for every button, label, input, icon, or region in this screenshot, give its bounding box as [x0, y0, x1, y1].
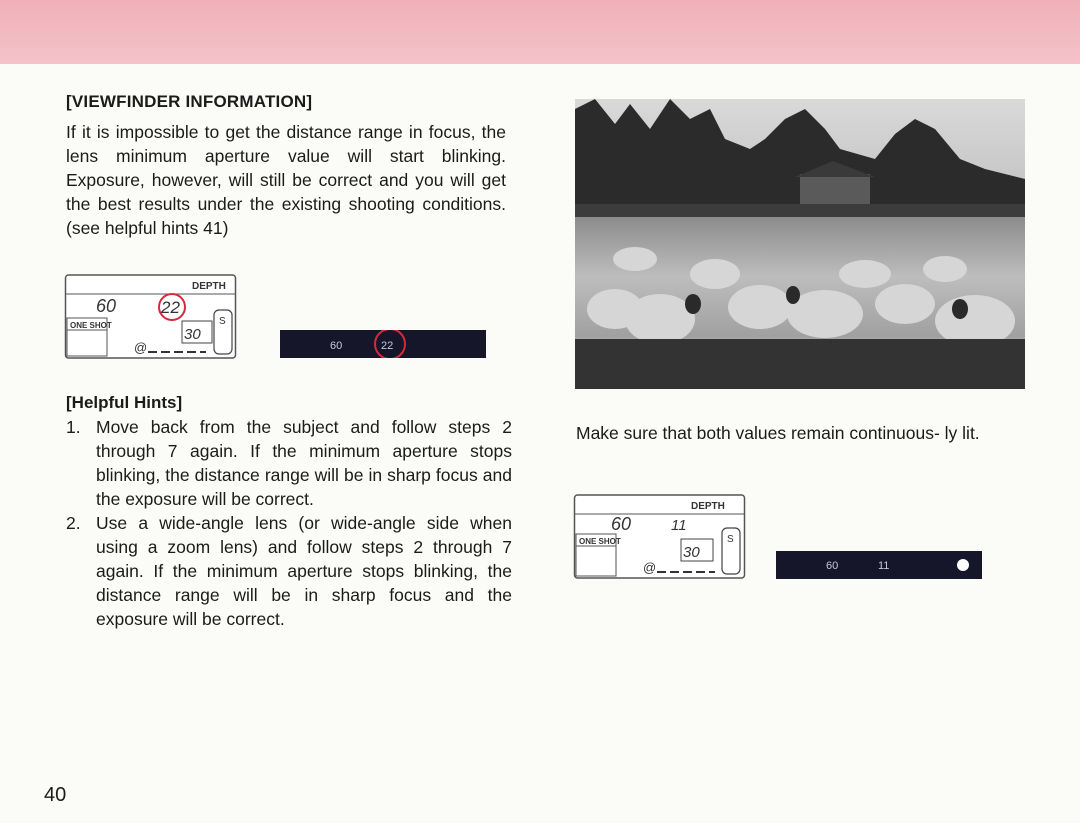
strip-bottom-aperture: 11 — [878, 560, 890, 572]
lcd-bottom-s-label: S — [727, 534, 734, 545]
lcd-panel-bottom — [573, 492, 747, 580]
strip-top-aperture: 22 — [381, 340, 394, 352]
hint-number: 1. — [66, 417, 81, 437]
section-title: [VIEWFINDER INFORMATION] — [66, 92, 313, 111]
sheep-flock-photo — [575, 99, 1025, 389]
strip-bottom-shutter: 60 — [826, 560, 839, 572]
lcd-top-aperture: 22 — [161, 298, 180, 317]
hint-text: Move back from the subject and follow steps 2 through 7 again. If the minimum aperture stops blinking, the distance range will be in sharp focus and the exposure will be correct. — [96, 417, 512, 509]
header-band — [0, 0, 1080, 64]
continuous-lit-note: Make sure that both values remain continuous- ly lit. — [576, 423, 980, 443]
viewfinder-strip-top — [280, 330, 486, 358]
lcd-bottom-depth-label: DEPTH — [691, 501, 725, 512]
helpful-hints-list — [66, 415, 512, 631]
lcd-bottom-mode: ONE SHOT — [579, 537, 621, 546]
lcd-top-frame: 30 — [184, 326, 201, 343]
viewfinder-strip-bottom — [776, 551, 982, 579]
hint-number: 2. — [66, 513, 81, 533]
lcd-top-mode: ONE SHOT — [70, 321, 112, 330]
page-number: 40 — [44, 784, 67, 806]
lcd-bottom-frame: 30 — [683, 544, 700, 561]
strip-top-shutter: 60 — [330, 340, 343, 352]
lcd-top-depth-label: DEPTH — [192, 281, 226, 292]
lcd-bottom-aperture: 11 — [671, 517, 687, 534]
lcd-top-s-label: S — [219, 316, 226, 327]
focus-confirmation-dot-icon — [957, 559, 969, 571]
list-item — [66, 511, 512, 631]
list-item — [66, 415, 512, 511]
lcd-panel-top — [64, 272, 238, 360]
lcd-top-at-icon: @ — [134, 340, 148, 355]
lcd-top-shutter: 60 — [96, 296, 117, 316]
hint-text: Use a wide-angle lens (or wide-angle side when using a zoom lens) and follow steps 2 through 7 again. If the minimum aperture stops blinking, the distance range will be in sharp focus and the exposure will be correct. — [96, 513, 512, 629]
lcd-bottom-at-icon: @ — [643, 560, 657, 575]
helpful-hints-title: [Helpful Hints] — [66, 393, 183, 412]
lcd-bottom-shutter: 60 — [611, 514, 632, 534]
intro-paragraph: If it is impossible to get the distance range in focus, the lens minimum aperture value will start blinking. Exposure, however, will still be correct and you will get the best results under the existing shooting conditions. (see helpful hints 41) — [66, 122, 506, 238]
